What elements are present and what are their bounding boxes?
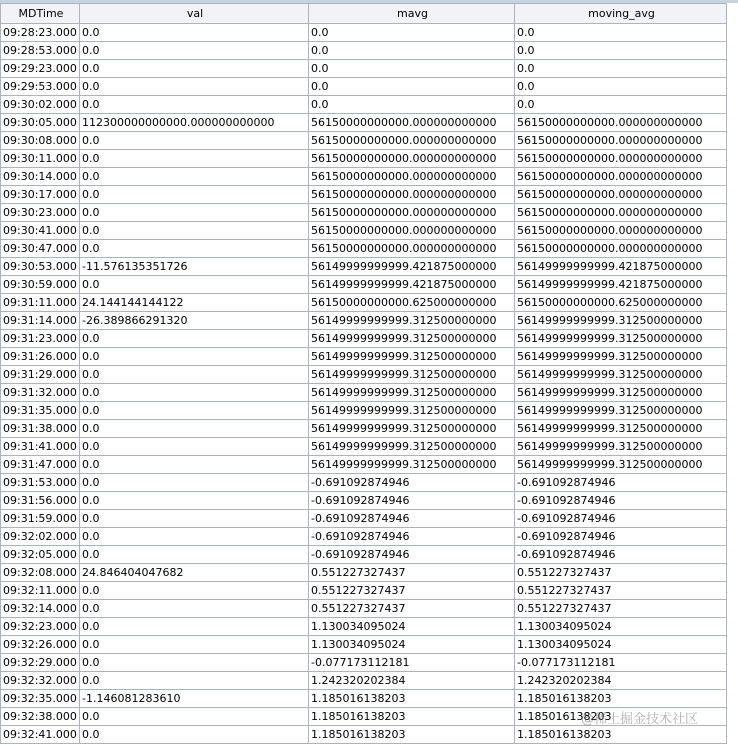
- table-row[interactable]: [1, 510, 727, 528]
- moving-avg-cell[interactable]: 56150000000000.000000000000: [515, 168, 727, 186]
- table-row[interactable]: [1, 114, 727, 132]
- mavg-cell[interactable]: 56149999999999.312500000000: [309, 402, 515, 420]
- val-cell[interactable]: 0.0: [80, 186, 309, 204]
- val-cell[interactable]: 0.0: [80, 636, 309, 654]
- val-cell[interactable]: 0.0: [80, 726, 309, 744]
- moving-avg-cell[interactable]: 56149999999999.312500000000: [515, 456, 727, 474]
- table-row[interactable]: [1, 168, 727, 186]
- val-cell[interactable]: 24.144144144122: [80, 294, 309, 312]
- table-row[interactable]: [1, 564, 727, 582]
- moving-avg-cell[interactable]: 0.551227327437: [515, 564, 727, 582]
- val-cell[interactable]: 0.0: [80, 348, 309, 366]
- moving-avg-cell[interactable]: 56149999999999.312500000000: [515, 420, 727, 438]
- moving-avg-cell[interactable]: 0.551227327437: [515, 582, 727, 600]
- val-cell[interactable]: 0.0: [80, 42, 309, 60]
- val-cell[interactable]: 0.0: [80, 618, 309, 636]
- table-row[interactable]: [1, 456, 727, 474]
- mavg-cell[interactable]: 56150000000000.000000000000: [309, 150, 515, 168]
- results-table[interactable]: [0, 3, 727, 744]
- val-cell[interactable]: -11.576135351726: [80, 258, 309, 276]
- val-cell[interactable]: -26.389866291320: [80, 312, 309, 330]
- mavg-cell[interactable]: 56149999999999.312500000000: [309, 456, 515, 474]
- mdtime-cell[interactable]: 09:31:32.000: [1, 384, 80, 402]
- mdtime-cell[interactable]: 09:31:23.000: [1, 330, 80, 348]
- mavg-cell[interactable]: 1.130034095024: [309, 618, 515, 636]
- moving-avg-cell[interactable]: 56150000000000.000000000000: [515, 204, 727, 222]
- table-row[interactable]: [1, 474, 727, 492]
- table-row[interactable]: [1, 294, 727, 312]
- mavg-cell[interactable]: 0.0: [309, 60, 515, 78]
- table-row[interactable]: [1, 546, 727, 564]
- moving-avg-cell[interactable]: -0.691092874946: [515, 510, 727, 528]
- table-row[interactable]: [1, 366, 727, 384]
- table-row[interactable]: [1, 222, 727, 240]
- mavg-cell[interactable]: 1.130034095024: [309, 636, 515, 654]
- mdtime-cell[interactable]: 09:32:05.000: [1, 546, 80, 564]
- column-header-mavg[interactable]: mavg: [309, 4, 515, 24]
- mdtime-cell[interactable]: 09:30:14.000: [1, 168, 80, 186]
- mdtime-cell[interactable]: 09:30:23.000: [1, 204, 80, 222]
- val-cell[interactable]: 0.0: [80, 24, 309, 42]
- moving-avg-cell[interactable]: 0.0: [515, 78, 727, 96]
- val-cell[interactable]: 0.0: [80, 96, 309, 114]
- val-cell[interactable]: 0.0: [80, 222, 309, 240]
- val-cell[interactable]: 0.0: [80, 276, 309, 294]
- mdtime-cell[interactable]: 09:32:29.000: [1, 654, 80, 672]
- table-row[interactable]: [1, 492, 727, 510]
- moving-avg-cell[interactable]: 56150000000000.625000000000: [515, 294, 727, 312]
- mavg-cell[interactable]: 1.185016138203: [309, 708, 515, 726]
- mavg-cell[interactable]: 56149999999999.421875000000: [309, 258, 515, 276]
- moving-avg-cell[interactable]: 56149999999999.312500000000: [515, 402, 727, 420]
- mdtime-cell[interactable]: 09:32:41.000: [1, 726, 80, 744]
- mavg-cell[interactable]: -0.691092874946: [309, 510, 515, 528]
- moving-avg-cell[interactable]: 56150000000000.000000000000: [515, 150, 727, 168]
- moving-avg-cell[interactable]: 56150000000000.000000000000: [515, 186, 727, 204]
- mavg-cell[interactable]: -0.691092874946: [309, 492, 515, 510]
- mdtime-cell[interactable]: 09:31:35.000: [1, 402, 80, 420]
- table-row[interactable]: [1, 726, 727, 744]
- mdtime-cell[interactable]: 09:32:02.000: [1, 528, 80, 546]
- mavg-cell[interactable]: 56149999999999.312500000000: [309, 348, 515, 366]
- mavg-cell[interactable]: 0.0: [309, 42, 515, 60]
- val-cell[interactable]: 0.0: [80, 474, 309, 492]
- val-cell[interactable]: 0.0: [80, 672, 309, 690]
- mavg-cell[interactable]: 56150000000000.625000000000: [309, 294, 515, 312]
- table-row[interactable]: [1, 330, 727, 348]
- mavg-cell[interactable]: 56150000000000.000000000000: [309, 132, 515, 150]
- val-cell[interactable]: 0.0: [80, 168, 309, 186]
- mavg-cell[interactable]: 56149999999999.312500000000: [309, 312, 515, 330]
- val-cell[interactable]: 0.0: [80, 150, 309, 168]
- mavg-cell[interactable]: 56149999999999.312500000000: [309, 330, 515, 348]
- moving-avg-cell[interactable]: 56149999999999.421875000000: [515, 258, 727, 276]
- table-row[interactable]: [1, 312, 727, 330]
- table-row[interactable]: [1, 420, 727, 438]
- mdtime-cell[interactable]: 09:31:41.000: [1, 438, 80, 456]
- table-row[interactable]: [1, 654, 727, 672]
- table-row[interactable]: [1, 402, 727, 420]
- moving-avg-cell[interactable]: 1.185016138203: [515, 726, 727, 744]
- watermark: @稀土掘金技术社区: [581, 712, 699, 727]
- moving-avg-cell[interactable]: -0.077173112181: [515, 654, 727, 672]
- moving-avg-cell[interactable]: 1.185016138203: [515, 690, 727, 708]
- table-body: [1, 24, 727, 744]
- mdtime-cell[interactable]: 09:32:38.000: [1, 708, 80, 726]
- moving-avg-cell[interactable]: 56149999999999.312500000000: [515, 366, 727, 384]
- mavg-cell[interactable]: 56150000000000.000000000000: [309, 168, 515, 186]
- moving-avg-cell[interactable]: -0.691092874946: [515, 474, 727, 492]
- mavg-cell[interactable]: 56149999999999.312500000000: [309, 420, 515, 438]
- mavg-cell[interactable]: 56150000000000.000000000000: [309, 240, 515, 258]
- mdtime-cell[interactable]: 09:31:38.000: [1, 420, 80, 438]
- moving-avg-cell[interactable]: 0.0: [515, 60, 727, 78]
- val-cell[interactable]: 0.0: [80, 420, 309, 438]
- table-row[interactable]: [1, 96, 727, 114]
- table-row[interactable]: [1, 24, 727, 42]
- val-cell[interactable]: 0.0: [80, 456, 309, 474]
- val-cell[interactable]: 0.0: [80, 330, 309, 348]
- column-header-val[interactable]: val: [80, 4, 309, 24]
- mdtime-cell[interactable]: 09:29:23.000: [1, 60, 80, 78]
- val-cell[interactable]: -1.146081283610: [80, 690, 309, 708]
- mavg-cell[interactable]: 0.551227327437: [309, 564, 515, 582]
- moving-avg-cell[interactable]: 56149999999999.312500000000: [515, 348, 727, 366]
- table-row[interactable]: [1, 150, 727, 168]
- column-header-moving-avg[interactable]: moving_avg: [515, 4, 727, 24]
- moving-avg-cell[interactable]: 1.185016138203: [515, 708, 727, 726]
- moving-avg-cell[interactable]: 56149999999999.312500000000: [515, 384, 727, 402]
- mdtime-cell[interactable]: 09:29:53.000: [1, 78, 80, 96]
- moving-avg-cell[interactable]: 56150000000000.000000000000: [515, 114, 727, 132]
- moving-avg-cell[interactable]: 56150000000000.000000000000: [515, 240, 727, 258]
- mavg-cell[interactable]: -0.691092874946: [309, 546, 515, 564]
- mdtime-cell[interactable]: 09:30:17.000: [1, 186, 80, 204]
- val-cell[interactable]: 0.0: [80, 582, 309, 600]
- moving-avg-cell[interactable]: 1.130034095024: [515, 636, 727, 654]
- mavg-cell[interactable]: -0.691092874946: [309, 528, 515, 546]
- table-row[interactable]: [1, 636, 727, 654]
- mdtime-cell[interactable]: 09:31:56.000: [1, 492, 80, 510]
- mavg-cell[interactable]: 0.551227327437: [309, 600, 515, 618]
- mdtime-cell[interactable]: 09:32:35.000: [1, 690, 80, 708]
- mavg-cell[interactable]: 56150000000000.000000000000: [309, 114, 515, 132]
- table-row[interactable]: [1, 618, 727, 636]
- mdtime-cell[interactable]: 09:31:29.000: [1, 366, 80, 384]
- mavg-cell[interactable]: 0.0: [309, 24, 515, 42]
- mdtime-cell[interactable]: 09:32:32.000: [1, 672, 80, 690]
- mdtime-cell[interactable]: 09:32:23.000: [1, 618, 80, 636]
- val-cell[interactable]: 0.0: [80, 132, 309, 150]
- moving-avg-cell[interactable]: 0.0: [515, 24, 727, 42]
- val-cell[interactable]: 0.0: [80, 204, 309, 222]
- val-cell[interactable]: 0.0: [80, 708, 309, 726]
- val-cell[interactable]: 0.0: [80, 60, 309, 78]
- mdtime-cell[interactable]: 09:30:53.000: [1, 258, 80, 276]
- mavg-cell[interactable]: 1.185016138203: [309, 726, 515, 744]
- moving-avg-cell[interactable]: 0.0: [515, 96, 727, 114]
- moving-avg-cell[interactable]: -0.691092874946: [515, 492, 727, 510]
- mdtime-cell[interactable]: 09:32:08.000: [1, 564, 80, 582]
- val-cell[interactable]: 0.0: [80, 240, 309, 258]
- val-cell[interactable]: 0.0: [80, 78, 309, 96]
- val-cell[interactable]: 0.0: [80, 438, 309, 456]
- table-row[interactable]: [1, 600, 727, 618]
- column-header-mdtime[interactable]: MDTime: [1, 4, 80, 24]
- val-cell[interactable]: 112300000000000.000000000000: [80, 114, 309, 132]
- moving-avg-cell[interactable]: 0.0: [515, 42, 727, 60]
- mdtime-cell[interactable]: 09:31:11.000: [1, 294, 80, 312]
- mavg-cell[interactable]: -0.077173112181: [309, 654, 515, 672]
- moving-avg-cell[interactable]: 1.242320202384: [515, 672, 727, 690]
- mdtime-cell[interactable]: 09:30:59.000: [1, 276, 80, 294]
- table-row[interactable]: [1, 60, 727, 78]
- table-row[interactable]: [1, 528, 727, 546]
- table-row[interactable]: [1, 384, 727, 402]
- mdtime-cell[interactable]: 09:30:41.000: [1, 222, 80, 240]
- mavg-cell[interactable]: 0.0: [309, 78, 515, 96]
- val-cell[interactable]: 0.0: [80, 546, 309, 564]
- mavg-cell[interactable]: 1.242320202384: [309, 672, 515, 690]
- mdtime-cell[interactable]: 09:32:26.000: [1, 636, 80, 654]
- table-row[interactable]: [1, 132, 727, 150]
- mdtime-cell[interactable]: 09:31:53.000: [1, 474, 80, 492]
- moving-avg-cell[interactable]: 56149999999999.421875000000: [515, 276, 727, 294]
- table-row[interactable]: [1, 240, 727, 258]
- val-cell[interactable]: 0.0: [80, 510, 309, 528]
- mavg-cell[interactable]: 0.551227327437: [309, 582, 515, 600]
- mdtime-cell[interactable]: 09:32:14.000: [1, 600, 80, 618]
- mdtime-cell[interactable]: 09:31:59.000: [1, 510, 80, 528]
- mavg-cell[interactable]: 56149999999999.312500000000: [309, 366, 515, 384]
- val-cell[interactable]: 0.0: [80, 366, 309, 384]
- val-cell[interactable]: 0.0: [80, 384, 309, 402]
- table-row[interactable]: [1, 672, 727, 690]
- table-row[interactable]: [1, 42, 727, 60]
- moving-avg-cell[interactable]: 56149999999999.312500000000: [515, 330, 727, 348]
- table-row[interactable]: [1, 186, 727, 204]
- mavg-cell[interactable]: 56149999999999.421875000000: [309, 276, 515, 294]
- moving-avg-cell[interactable]: 1.130034095024: [515, 618, 727, 636]
- mavg-cell[interactable]: 56150000000000.000000000000: [309, 186, 515, 204]
- table-row[interactable]: [1, 276, 727, 294]
- mdtime-cell[interactable]: 09:28:23.000: [1, 24, 80, 42]
- val-cell[interactable]: 0.0: [80, 402, 309, 420]
- mdtime-cell[interactable]: 09:30:05.000: [1, 114, 80, 132]
- table-row[interactable]: [1, 438, 727, 456]
- moving-avg-cell[interactable]: 56150000000000.000000000000: [515, 222, 727, 240]
- mdtime-cell[interactable]: 09:30:08.000: [1, 132, 80, 150]
- val-cell[interactable]: 0.0: [80, 654, 309, 672]
- mavg-cell[interactable]: 1.185016138203: [309, 690, 515, 708]
- moving-avg-cell[interactable]: 56149999999999.312500000000: [515, 312, 727, 330]
- moving-avg-cell[interactable]: -0.691092874946: [515, 546, 727, 564]
- mdtime-cell[interactable]: 09:32:11.000: [1, 582, 80, 600]
- mdtime-cell[interactable]: 09:30:11.000: [1, 150, 80, 168]
- mavg-cell[interactable]: -0.691092874946: [309, 474, 515, 492]
- val-cell[interactable]: 0.0: [80, 600, 309, 618]
- mdtime-cell[interactable]: 09:31:47.000: [1, 456, 80, 474]
- table-row[interactable]: [1, 708, 727, 726]
- moving-avg-cell[interactable]: -0.691092874946: [515, 528, 727, 546]
- table-row[interactable]: [1, 204, 727, 222]
- mdtime-cell[interactable]: 09:30:47.000: [1, 240, 80, 258]
- moving-avg-cell[interactable]: 0.551227327437: [515, 600, 727, 618]
- table-row[interactable]: [1, 582, 727, 600]
- mavg-cell[interactable]: 0.0: [309, 96, 515, 114]
- val-cell[interactable]: 0.0: [80, 492, 309, 510]
- moving-avg-cell[interactable]: 56150000000000.000000000000: [515, 132, 727, 150]
- moving-avg-cell[interactable]: 56149999999999.312500000000: [515, 438, 727, 456]
- header-row: [1, 4, 727, 24]
- mdtime-cell[interactable]: 09:30:02.000: [1, 96, 80, 114]
- val-cell[interactable]: 0.0: [80, 528, 309, 546]
- mavg-cell[interactable]: 56149999999999.312500000000: [309, 438, 515, 456]
- mavg-cell[interactable]: 56150000000000.000000000000: [309, 204, 515, 222]
- mavg-cell[interactable]: 56150000000000.000000000000: [309, 222, 515, 240]
- mavg-cell[interactable]: 56149999999999.312500000000: [309, 384, 515, 402]
- table-row[interactable]: [1, 348, 727, 366]
- val-cell[interactable]: 24.846404047682: [80, 564, 309, 582]
- mdtime-cell[interactable]: 09:31:26.000: [1, 348, 80, 366]
- table-row[interactable]: [1, 78, 727, 96]
- table-row[interactable]: [1, 690, 727, 708]
- mdtime-cell[interactable]: 09:31:14.000: [1, 312, 80, 330]
- mdtime-cell[interactable]: 09:28:53.000: [1, 42, 80, 60]
- table-row[interactable]: [1, 258, 727, 276]
